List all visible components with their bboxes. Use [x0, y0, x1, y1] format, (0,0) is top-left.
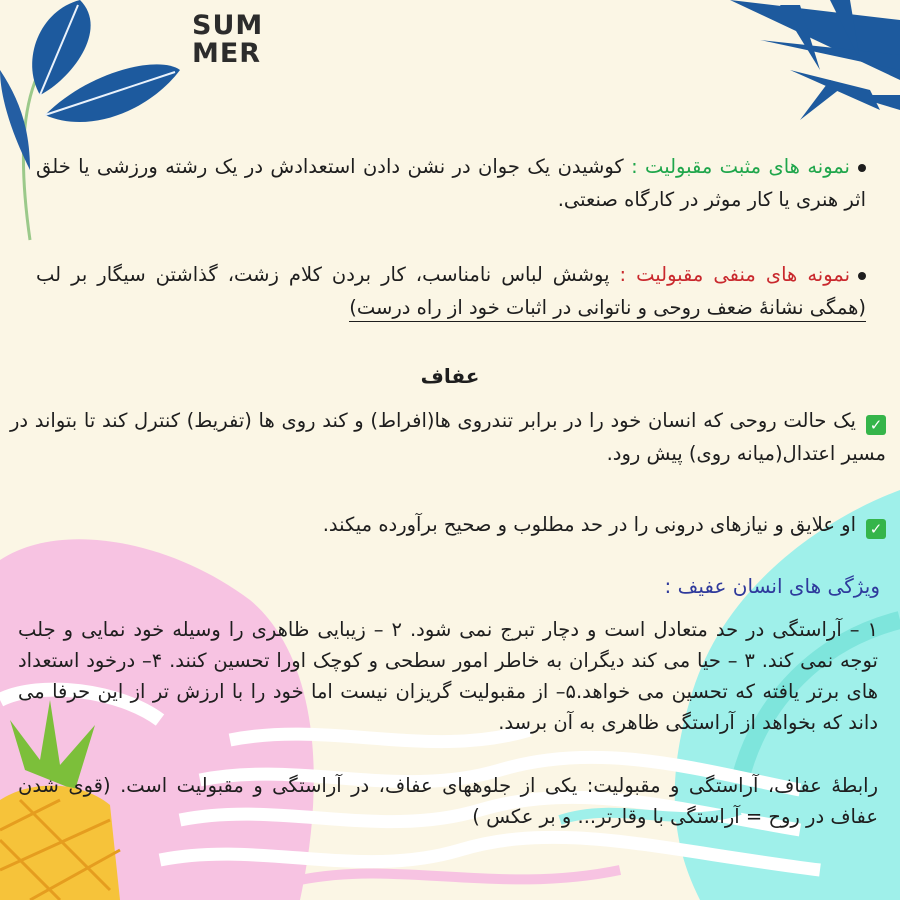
afaf-item-1	[10, 404, 886, 470]
bullet-icon	[858, 164, 866, 172]
check-icon: ✓	[866, 415, 886, 435]
negative-examples-paragraph	[36, 258, 866, 324]
afaf-item-1-text: یک حالت روحی که انسان خود را در برابر تندروی ها(افراط) و کند روی ها (تفریط) کنترل کند تا بتواند در مسیر اعتدال(میانه روی) پیش رود.	[10, 409, 886, 465]
afaf-item-2-text: او علایق و نیازهای درونی را در حد مطلوب و صحیح برآورده میکند.	[322, 513, 856, 536]
negative-examples-text: پوشش لباس نامناسب، کار بردن کلام زشت، گذاشتن سیگار بر لب	[36, 263, 620, 286]
summer-logo-line2: MER	[192, 38, 262, 69]
afaf-item-2	[10, 508, 886, 541]
bullet-icon	[858, 272, 866, 280]
traits-heading: ویژگی های انسان عفیف :	[664, 574, 880, 598]
negative-examples-lead: نمونه های منفی مقبولیت :	[619, 263, 850, 286]
positive-examples-text: کوشیدن یک جوان در نشن دادن استعدادش در یک رشته ورزشی یا خلق اثر هنری یا کار موثر در کارگاه صنعتی.	[36, 155, 866, 211]
check-icon: ✓	[866, 519, 886, 539]
afaf-heading: عفاف	[420, 364, 480, 388]
positive-examples-lead: نمونه های مثبت مقبولیت :	[631, 155, 850, 178]
positive-examples-paragraph	[36, 150, 866, 216]
summer-logo	[192, 12, 263, 68]
summer-logo-line1: SUM	[192, 10, 264, 41]
traits-paragraph: ۱ – آراستگی در حد متعادل است و دچار تبرج نمی شود. ۲ – زیبایی ظاهری را وسیله خود نمایی و جلب توجه نمی کند. ۳ – حیا می کند دیگران به خاطر امور سطحی و کوچک اورا تحسین کنند. ۴– درخود استعداد های برتر یافته که تحسین می خواهد.۵– از مقبولیت گریزان نیست اما خود را با ارزش تر از این حرفا می داند که بخواهد از آراستگی ظاهری به آن برسد.	[18, 618, 879, 734]
negative-examples-note: (همگی نشانهٔ ضعف روحی و ناتوانی در اثبات خود از راه درست)	[349, 296, 866, 322]
relation-paragraph: رابطهٔ عفاف، آراستگی و مقبولیت: یکی از جلوههای عفاف، در آراستگی و مقبولیت است. (قوی شدن عفاف در روح = آراستگی با وقارتر... و بر عکس )	[18, 774, 878, 828]
